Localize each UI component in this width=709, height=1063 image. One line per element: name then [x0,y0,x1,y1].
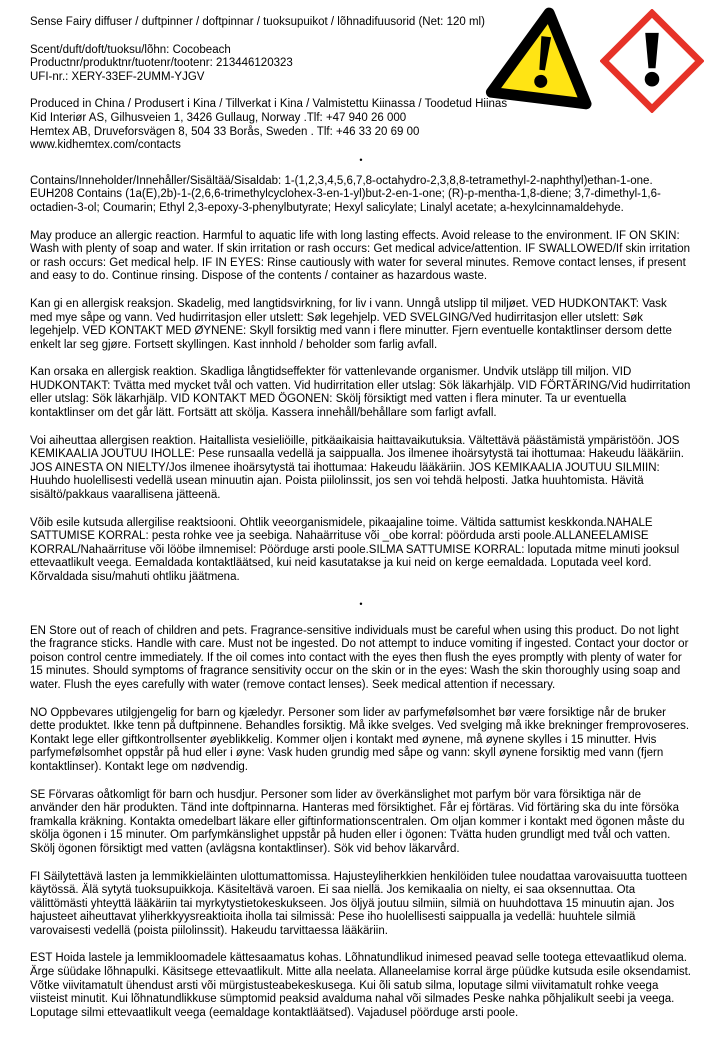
hazard-paragraph-se: Kan orsaka en allergisk reaktion. Skadliga långtidseffekter för vattenlevande organismer. Undvik utsläpp till miljon. VID HUDKONTAKT: Tvätta med mycket tvål och vatten. Vid hudirritation eller utslag: Sök läkarhjälp. VID FÖRTÄRING/Vid hudirritation eller utslag: Sök läkarhjälp. VID KONTAKT MED ÖGONEN: Skölj försiktigt med vatten i flera minuter. Ta ur eventuella kontaktlinser om det går lätt. Fortsätt att skölja. Kassera innehåll/behållare som farligt avfall. [30,366,691,420]
usage-paragraph-se: SE Förvaras oåtkomligt för barn och husdjur. Personer som lider av överkänslighet mot parfym bör vara försiktiga när de använder den här produkten. Tänd inte doftpinnarna. Hanteras med försiktighet. Får ej förtäras. Vid förtäring ska du inte försöka framkalla kräkning. Kontakta omedelbart läkare eller giftinformationscentralen. Om oljan kommer i kontakt med ögonen måste du skölja ögonen i 15 minuter. Om parfymkänslighet uppstår på huden eller i ögonen: Tvätta huden grundligt med tvål och vatten. Skölj ögonen försiktigt med vatten (avlägsna kontaktlinser). Sök vid behov läkarvård. [30,788,685,855]
ufi-line: UFI-nr.: XERY-33EF-2UMM-YJGV [30,70,205,83]
usage-paragraph-en: EN Store out of reach of children and pets. Fragrance-sensitive individuals must be careful when using this product. Do not light the fragrance sticks. Handle with care. Must not be ingested. Do not attempt to induce vomiting if ingested. Contact your doctor or poison control centre immediately. If the oil comes into contact with the eyes then flush the eyes promptly with plenty of water for 15 minutes. Should symptoms of fragrance sensitivity occur on the skin or in the eyes: Wash the skin thoroughly using soap and water. Flush the eyes carefully with water (remove contact lenses). Seek medical attention if necessary. [30,624,689,691]
producer-block [30,98,692,152]
contains-paragraph: Contains/Inneholder/Innehåller/Sisältää/Sisaldab: 1-(1,2,3,4,5,6,7,8-octahydro-2,3,8,8-tetramethyl-2-naphthyl)ethan-1-one. EUH208 Contains (1a(E),2b)-1-(2,6,6-trimethylcyclohex-3-en-1-yl)but-2-en-1-one; (R)-p-mentha-1,8-diene; 3,7-dimethyl-1,6-octadien-3-ol; Coumarin; Ethyl 2,3-epoxy-3-phenylbutyrate; Hexyl salicylate; Linalyl acetate; a-hexylcinnamaldehyde. [30,174,661,214]
website-line: www.kidhemtex.com/contacts [30,139,181,152]
address-line-1: Kid Interiør AS, Gilhusveien 1, 3426 Gullaug, Norway .Tlf: +47 940 26 000 [30,111,407,124]
product-info-block [30,44,692,85]
scent-line: Scent/duft/doft/tuoksu/lõhn: Cocobeach [30,43,231,56]
usage-paragraph-fi: FI Säilytettävä lasten ja lemmikkieläinten ulottumattomissa. Hajusteyliherkkien henkilöiden tulee noudattaa varovaisuutta tuotteen käytössä. Älä sytytä tuoksupuikkoja. Käsiteltävä varoen. Ei saa niellä. Jos kemikaalia on nielty, ei saa oksennuttaa. Ota välittömästi yhteyttä lääkäriin tai myrkytystietokeskukseen. Jos öljyä joutuu silmiin, silmiä on huuhdottava 15 minuutin ajan. Jos hajusteet aiheuttavat yliherkkyysreaktioita iholla tai silmissä: Pese iho huolellisesti saippualla ja vedellä: huuhtele silmiä varovaisesti vedellä (poista piilolinssit). Hakeudu tarvittaessa lääkäriin. [30,870,688,937]
produced-in-line: Produced in China / Produsert i Kina / Tillverkat i Kina / Valmistettu Kiinassa / Toodetud Hiinas [30,98,508,111]
hazard-paragraph-et: Võib esile kutsuda allergilise reaktsiooni. Ohtlik veeorganismidele, pikaajaline toime. Vältida sattumist keskkonda.NAHALE SATTUMISE KORRAL: pesta rohke vee ja seebiga. Nahaärrituse või _obe korral: pöörduda arsti poole.ALLANEELAMISE KORRAL/Nahaärrituse või lööbe ilmnemisel: Pöörduge arsti poole.SILMA SATTUMISE KORRAL: loputada mitme minuti jooksul ettevaatlikult veega. Eemaldada kontaktläätsed, kui neid kasutatakse ja kui neid on kerge eemaldada. Loputada veel kord. Kõrvaldada sisu/mahuti ohtliku jäätmena. [30,516,680,583]
hazard-paragraph-en: May produce an allergic reaction. Harmful to aquatic life with long lasting effects. Avoid release to the environment. IF ON SKIN: Wash with plenty of soap and water. If skin irritation or rash occurs: Get medical advice/attention. IF SWALLOWED/If skin irritation or rash occurs: Get medical help. IF IN EYES: Rinse cautiously with water for several minutes. Remove contact lenses, if present and easy to do. Continue rinsing. Dispose of the contents / container as hazardous waste. [30,229,691,283]
hazard-paragraph-fi: Voi aiheuttaa allergisen reaktion. Haitallista vesieliöille, pitkäaikaisia haittavaikutuksia. Vältettävä päästämistä ympäristöön. JOS KEMIKAALIA JOUTUU IHOLLE: Pese runsaalla vedellä ja saippualla. Jos ilmenee ihoärsytystä tai ihottumaa: Hakeudu lääkäriin. JOS AINESTA ON NIELTY/Jos ilmenee ihoärsytystä tai ihottumaa: Hakeudu lääkäriin. JOS KEMIKAALIA JOUTUU SILMIIN: Huuhdo huolellisesti vedellä usean minuutin ajan. Poista piilolinssit, jos sen voi tehdä helposti. Jatka huuhtomista. Hävitä sisältö/pakkaus vaarallisena jätteenä. [30,434,684,502]
label-body [30,16,692,1034]
product-title: Sense Fairy diffuser / duftpinner / doftpinnar / tuoksupuikot / lõhnadifuusorid (Net: 120 ml) [30,16,485,28]
section-separator-dot: • [359,154,363,165]
address-line-2: Hemtex AB, Druveforsvägen 8, 504 33 Borås, Sweden . Tlf: +46 33 20 69 00 [30,125,420,138]
product-number-line: Productnr/produktnr/tuotenr/tootenr: 213446120323 [30,57,293,70]
section-separator-dot: • [359,598,363,609]
usage-paragraph-no: NO Oppbevares utilgjengelig for barn og kjæledyr. Personer som lider av parfymefølsomhet bør være forsiktige når de bruker dette produktet. Ikke tenn på duftpinnene. Behandles forsiktig. Må ikke svelges. Ved svelging må ikke brekninger fremprovoseres. Kontakt lege eller giftkontrollsenter øyeblikkelig. Kommer oljen i kontakt med øynene, må øynene skylles i 15 minutter. Hvis parfymefølsomhet oppstår på hud eller i øyne: Vask huden grundig med såpe og vann: skyll øynene forsiktig med vann (fjern kontaktlinser). Kontakt lege om nødvendig. [30,706,690,773]
hazard-paragraph-no: Kan gi en allergisk reaksjon. Skadelig, med langtidsvirkning, for liv i vann. Unngå utslipp til miljøet. VED HUDKONTAKT: Vask med mye såpe og vann. Ved hudirritasjon eller utslett: Søk legehjelp. VED SVELGING/Ved hudirritasjon eller utslett: Søk legehjelp. VED KONTAKT MED ØYNENE: Skyll forsiktig med vann i flere minutter. Fjern eventuelle kontaktlinser dersom dette enkelt lar seg gjøre. Fortsett skyllingen. Kast innhold / beholder som farlig avfall. [30,297,672,351]
usage-paragraph-est: EST Hoida lastele ja lemmikloomadele kättesaamatus kohas. Lõhnatundlikud inimesed peavad selle tootega ettevaatlikud olema. Ärge süüdake lõhnapulki. Käsitsege ettevaatlikult. Mitte alla neelata. Allaneelamise korral ärge püüdke kutsuda esile oksendamist. Võtke viivitamatult ühendust arsti või mürgistusteabekeskusega. Kui õli satub silma, loputage silmi viivitamatult rohke veega viisteist minutit. Kui lõhnatundlikkuse sümptomid peaksid avalduma nahal või silmades Peske nahka põhjalikult seebi ja veega. Loputage silmi ettevaatlikult veega (eemaldage kontaktläätsed). Vajadusel pöörduge arsti poole. [30,952,691,1019]
